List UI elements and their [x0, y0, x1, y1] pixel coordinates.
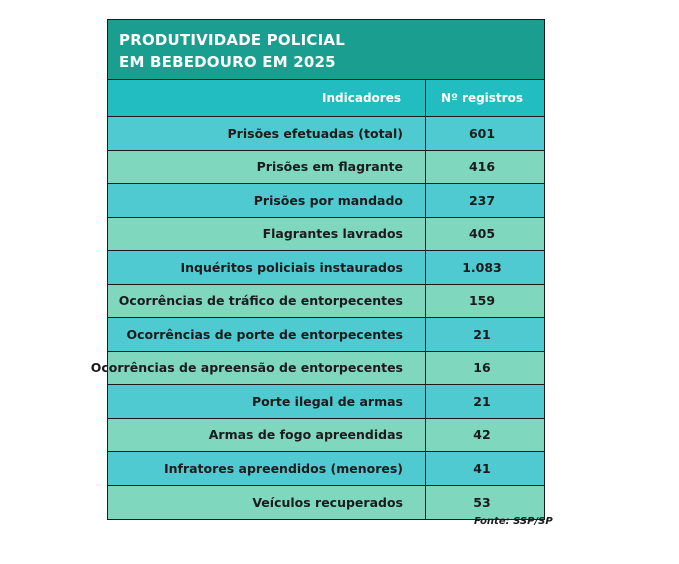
table-header-row	[108, 80, 544, 117]
header-indicators: Indicadores	[108, 80, 426, 116]
value-cell: 1.083	[462, 259, 502, 275]
indicator-cell: Flagrantes lavrados	[108, 218, 426, 251]
table-row	[108, 251, 544, 285]
value-cell: 405	[468, 226, 496, 242]
table-row	[108, 486, 544, 520]
indicator-cell: Ocorrências de porte de entorpecentes	[108, 318, 426, 351]
value-cell: 21	[473, 393, 491, 409]
indicator-cell: Prisões efetuadas (total)	[108, 117, 426, 150]
table-row	[108, 285, 544, 319]
table-title	[108, 20, 544, 80]
value-cell: 159	[468, 293, 496, 309]
value-cell: 21	[473, 326, 491, 342]
table-row	[90, 352, 544, 386]
table-row	[108, 419, 544, 453]
value-cell: 41	[473, 460, 491, 476]
value-cell: 16	[473, 360, 491, 376]
value-cell: 416	[468, 159, 496, 175]
value-cell: 53	[473, 494, 491, 510]
value-cell: 42	[473, 427, 491, 443]
source-note: Fonte: SSP/SP	[474, 516, 553, 527]
table-row	[108, 117, 544, 151]
header-registros: Nº registros	[441, 91, 523, 105]
table-title-line-2: EM BEBEDOURO EM 2025	[119, 53, 336, 71]
indicator-cell: Inquéritos policiais instaurados	[108, 251, 426, 284]
indicator-cell: Porte ilegal de armas	[108, 385, 426, 418]
indicator-cell: Infratores apreendidos (menores)	[108, 452, 426, 485]
table-row	[108, 385, 544, 419]
indicator-cell: Prisões em flagrante	[108, 151, 426, 184]
table-row	[108, 318, 544, 352]
value-cell: 237	[468, 192, 496, 208]
table-row	[108, 218, 544, 252]
indicator-cell: Veículos recuperados	[108, 486, 426, 520]
indicator-cell: Ocorrências de apreensão de entorpecentes	[108, 352, 426, 385]
indicator-cell: Prisões por mandado	[108, 184, 426, 217]
productivity-table	[90, 19, 545, 520]
table-row	[108, 151, 544, 185]
table-title-line-1: PRODUTIVIDADE POLICIAL	[119, 31, 345, 49]
table-row	[108, 452, 544, 486]
indicator-cell: Armas de fogo apreendidas	[108, 419, 426, 452]
indicator-cell: Ocorrências de tráfico de entorpecentes	[108, 285, 426, 318]
table-row	[108, 184, 544, 218]
table-body	[90, 117, 544, 519]
value-cell: 601	[468, 125, 496, 141]
